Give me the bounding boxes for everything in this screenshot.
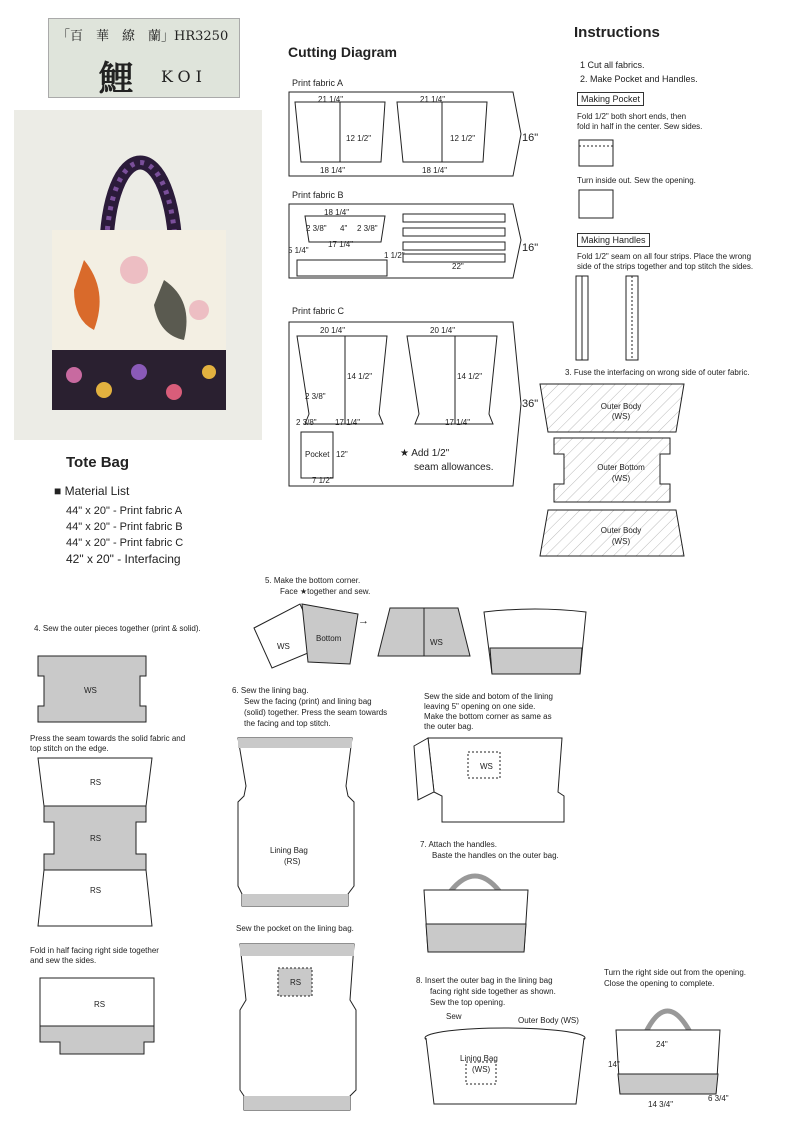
ws-label: (WS) xyxy=(611,474,631,483)
lining-bag-figure xyxy=(236,736,356,908)
sew-label: Sew xyxy=(446,1012,462,1021)
fabric-height: 36" xyxy=(522,398,539,410)
step-5: 5. Make the bottom corner. xyxy=(265,576,361,585)
final-text: Close the opening to complete. xyxy=(604,979,715,988)
rs-label: RS xyxy=(90,778,102,787)
dim-label: 12 1/2" xyxy=(346,134,372,143)
step-4-text: and sew the sides. xyxy=(30,956,97,965)
lining-side-text: Make the bottom corner as same as xyxy=(424,712,552,721)
finished-bag-figure xyxy=(612,994,724,1098)
dim-label: 17 1/4" xyxy=(445,418,471,427)
dim-label: 18 1/4" xyxy=(320,166,346,175)
step-8: 8. Insert the outer bag in the lining bag xyxy=(416,976,553,985)
dim-label: 2 3/8" xyxy=(296,418,317,427)
step-4: 4. Sew the outer pieces together (print & solid). xyxy=(34,624,201,633)
ws-label: WS xyxy=(84,686,97,695)
handle-strips-figure xyxy=(572,272,652,364)
step-6-text: the facing and top stitch. xyxy=(244,719,331,728)
step-7-text: Baste the handles on the outer bag. xyxy=(432,851,559,860)
step-6-text: Sew the facing (print) and lining bag xyxy=(244,697,372,706)
material-list xyxy=(66,503,183,567)
ws-label: (WS) xyxy=(611,537,631,546)
product-photo xyxy=(14,110,262,440)
seam-note-2: seam allowances. xyxy=(414,462,494,473)
dim-label: 12" xyxy=(336,450,348,459)
brand-logo xyxy=(48,18,240,98)
dim-label: 14" xyxy=(608,1060,620,1069)
material-item: 44" x 20" - Print fabric B xyxy=(66,521,183,533)
seam-note: ★ Add 1/2" xyxy=(400,448,450,459)
pocket-text: Turn inside out. Sew the opening. xyxy=(577,176,696,185)
material-heading-text: Material List xyxy=(64,484,130,498)
dim-label: 14 3/4" xyxy=(648,1100,674,1109)
rs-label: RS xyxy=(90,886,102,895)
logo-name: KOI xyxy=(161,67,207,86)
outer-body-label: Outer Body xyxy=(600,526,642,535)
dim-label: 7 1/2" xyxy=(312,476,333,485)
ws-label: (WS) xyxy=(611,412,631,421)
outer-body-label: Outer Body xyxy=(600,402,642,411)
step-4-text: top stitch on the edge. xyxy=(30,744,109,753)
step-1: 1 Cut all fabrics. xyxy=(580,60,645,70)
cutting-title: Cutting Diagram xyxy=(288,44,397,60)
step-5-text: Face ★together and sew. xyxy=(280,587,371,596)
step-2: 2. Make Pocket and Handles. xyxy=(580,74,698,84)
dim-label: 4" xyxy=(340,224,348,233)
handles-text: side of the strips together and top stitch the sides. xyxy=(577,262,754,271)
dim-label: 12 1/2" xyxy=(450,134,476,143)
lining-side-text: Sew the side and botom of the lining xyxy=(424,692,553,701)
lining-side-figure xyxy=(412,734,582,824)
outer-bottom-label: Outer Bottom xyxy=(597,463,645,472)
lining-side-text: the outer bag. xyxy=(424,722,474,731)
lining-side-text: leaving 5" opening on one side. xyxy=(424,702,536,711)
fabric-b-title: Print fabric B xyxy=(292,190,344,200)
lining-pocket-figure xyxy=(238,940,358,1112)
step-4-text: Press the seam towards the solid fabric and xyxy=(30,734,186,743)
folded-bag-figure xyxy=(34,976,160,1056)
fabric-height: 16" xyxy=(522,242,539,254)
dim-label: 22" xyxy=(452,262,464,271)
fabric-a-title: Print fabric A xyxy=(292,78,344,88)
handles-text: Fold 1/2" seam on all four strips. Place the wrong xyxy=(577,252,752,261)
rs-label: RS xyxy=(90,834,102,843)
pocket-step: Sew the pocket on the lining bag. xyxy=(236,924,354,933)
step-3: 3. Fuse the interfacing on wrong side of outer fabric. xyxy=(565,368,750,377)
dim-label: 24" xyxy=(656,1040,668,1049)
tote-bag-image xyxy=(14,110,262,440)
dim-label: 21 1/4" xyxy=(420,95,446,104)
making-handles-label: Making Handles xyxy=(577,233,650,247)
rs-label: RS xyxy=(94,1000,106,1009)
handles-attached-figure xyxy=(420,866,532,954)
step-4-text: Fold in half facing right side together xyxy=(30,946,159,955)
material-item: 44" x 20" - Print fabric C xyxy=(66,537,184,549)
outer-bag-figure xyxy=(480,604,590,676)
pocket-sewn-figure xyxy=(577,188,617,222)
ws-label: (WS) xyxy=(472,1065,491,1074)
step-6: 6. Sew the lining bag. xyxy=(232,686,309,695)
lining-label: Lining Bag xyxy=(460,1054,498,1063)
rs-label: RS xyxy=(290,978,302,987)
step-7: 7. Attach the handles. xyxy=(420,840,497,849)
instructions-title: Instructions xyxy=(574,24,660,41)
dim-label: 1 1/2" xyxy=(384,251,405,260)
ws-label: WS xyxy=(480,762,493,771)
dim-label: 5 1/4" xyxy=(288,246,309,255)
dim-label: 6 3/4" xyxy=(708,1094,729,1103)
dim-label: 14 1/2" xyxy=(347,372,373,381)
step-6-text: (solid) together. Press the seam towards xyxy=(244,708,388,717)
lining-label: Lining Bag xyxy=(270,846,308,855)
fabric-height: 16" xyxy=(522,132,539,144)
dim-label: 2 3/8" xyxy=(306,224,327,233)
dim-label: 2 3/8" xyxy=(305,392,326,401)
arrow-icon: → xyxy=(358,615,369,627)
pocket-fold-figure xyxy=(577,136,617,170)
ws-label: WS xyxy=(430,638,443,647)
corner-sewn-figure xyxy=(376,606,472,658)
ws-label: WS xyxy=(277,642,290,651)
material-item: 44" x 20" - Print fabric A xyxy=(66,505,183,517)
rs-label: (RS) xyxy=(284,857,301,866)
dim-label: 20 1/4" xyxy=(430,326,456,335)
product-title: Tote Bag xyxy=(66,454,130,471)
fabric-c-title: Print fabric C xyxy=(292,306,345,316)
insert-bag-figure xyxy=(420,1024,590,1106)
outer-body-ws-label: Outer Body (WS) xyxy=(518,1016,579,1025)
material-item: 42" x 20" - Interfacing xyxy=(66,552,181,566)
dim-label: 14 1/2" xyxy=(457,372,483,381)
pocket-text: Fold 1/2" both short ends, then xyxy=(577,112,687,121)
material-heading: ■ Material List xyxy=(54,484,130,498)
step-8-text: facing right side together as shown. xyxy=(430,987,556,996)
dim-label: 18 1/4" xyxy=(422,166,448,175)
dim-label: 2 3/8" xyxy=(357,224,378,233)
pocket-label: Pocket xyxy=(305,450,330,459)
step-8-text: Sew the top opening. xyxy=(430,998,506,1007)
pocket-text: fold in half in the center. Sew sides. xyxy=(577,122,703,131)
dim-label: 17 1/4" xyxy=(335,418,361,427)
dim-label: 17 1/4" xyxy=(328,240,354,249)
dim-label: 21 1/4" xyxy=(318,95,344,104)
making-pocket-label: Making Pocket xyxy=(577,92,644,106)
bottom-corner-figure xyxy=(250,598,362,670)
dim-label: 20 1/4" xyxy=(320,326,346,335)
final-text: Turn the right side out from the opening. xyxy=(604,968,747,977)
bottom-label: Bottom xyxy=(316,634,342,643)
dim-label: 18 1/4" xyxy=(324,208,350,217)
logo-kanji: 鯉 xyxy=(99,59,133,99)
series-label: 「百 華 繚 蘭」HR3250 xyxy=(57,29,229,44)
